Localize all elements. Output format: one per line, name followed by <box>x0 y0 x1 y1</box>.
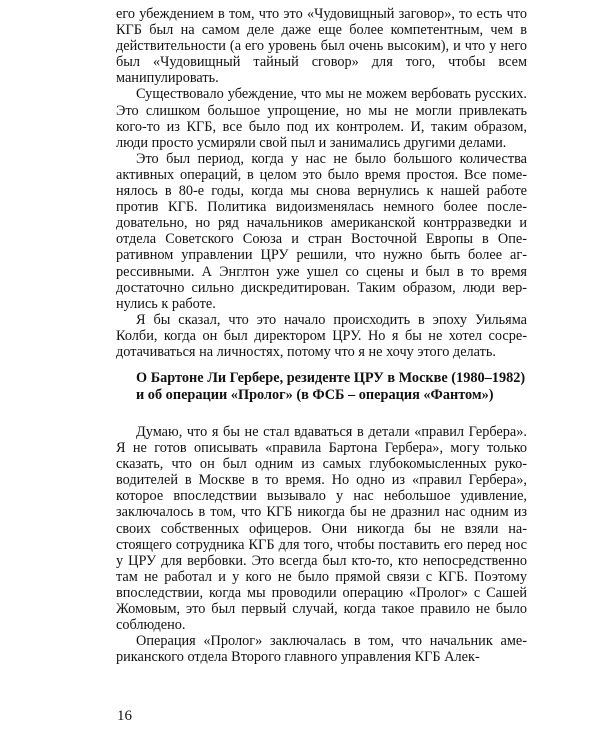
section-2-text <box>116 424 527 665</box>
paragraph: Существовало убеждение, что мы не можем вербовать русских. Это слишком большое упрощение, но мы не могли привлекать кого-то из КГБ, все было под их контролем. И, таким образом, люди просто усмиряли свой пыл и занимались другими делами. <box>116 86 527 151</box>
paragraph: его убеждением в том, что это «Чудовищный заговор», то есть что КГБ был на самом деле даже еще более компетентным, чем в действительности (а его уровень был очень высоким), и что у него был «Чудовищный тайный сговор» для того, чтобы всем манипулировать. <box>116 6 527 87</box>
section-heading-line-1: О Бартоне Ли Гербере, резиденте ЦРУ в Москве (1980–1982) <box>136 370 526 386</box>
section-heading-line-2: и об операции «Пролог» (в ФСБ – операция «Фантом») <box>136 387 494 403</box>
paragraph: Я бы сказал, что это начало происходить в эпоху Уильяма Колби, когда он был директором ЦРУ. Но я бы не хотел сосредотачиваться на личностях, потому что я не хочу этого делать. <box>116 311 527 360</box>
paragraph: Операция «Пролог» заключалась в том, что начальник американского отдела Второго главного управления КГБ Алек- <box>116 633 527 666</box>
page-number: 16 <box>117 708 132 724</box>
section-heading <box>136 370 528 404</box>
paragraph: Это был период, когда у нас не было большого количества активных операций, в целом это было время простоя. Все поменялось в 80-е годы, когда мы снова вернулись к нашей работе против КГБ. Политика видоизменялась немного более последовательно, но ряд начальников американской контрразведки и отдела Советского Союза и стран Восточной Европы в Оперативном управлении ЦРУ решили, что нужно быть более агрессивными. А Энглтон уже ушел со сцены и был в то время достаточно сильно дискредитирован. Таким образом, люди вернулись к работе. <box>116 150 527 312</box>
paragraph: Думаю, что я бы не стал вдаваться в детали «правил Гербера». Я не готов описывать «правила Бартона Гербера», могу только сказать, что он был одним из самых глубокомысленных руководителей в Москве в то время. Но одно из «правил Гербера», которое впоследствии вызывало у нас небольшое удивление, заключалось в том, что КГБ никогда бы не дразнил нас одним из своих собственных офицеров. Они никогда бы не взяли настоящего сотрудника КГБ для того, чтобы поставить его перед нос у ЦРУ для вербовки. Это всегда был кто-то, кто непосредственно там не работал и у кого не было прямой связи с КГБ. Поэтому впоследствии, когда мы проводили операцию «Пролог» с Сашей Жомовым, это был первый случай, когда такое правило не было соблюдено. <box>116 424 527 634</box>
section-1-text <box>116 6 527 360</box>
